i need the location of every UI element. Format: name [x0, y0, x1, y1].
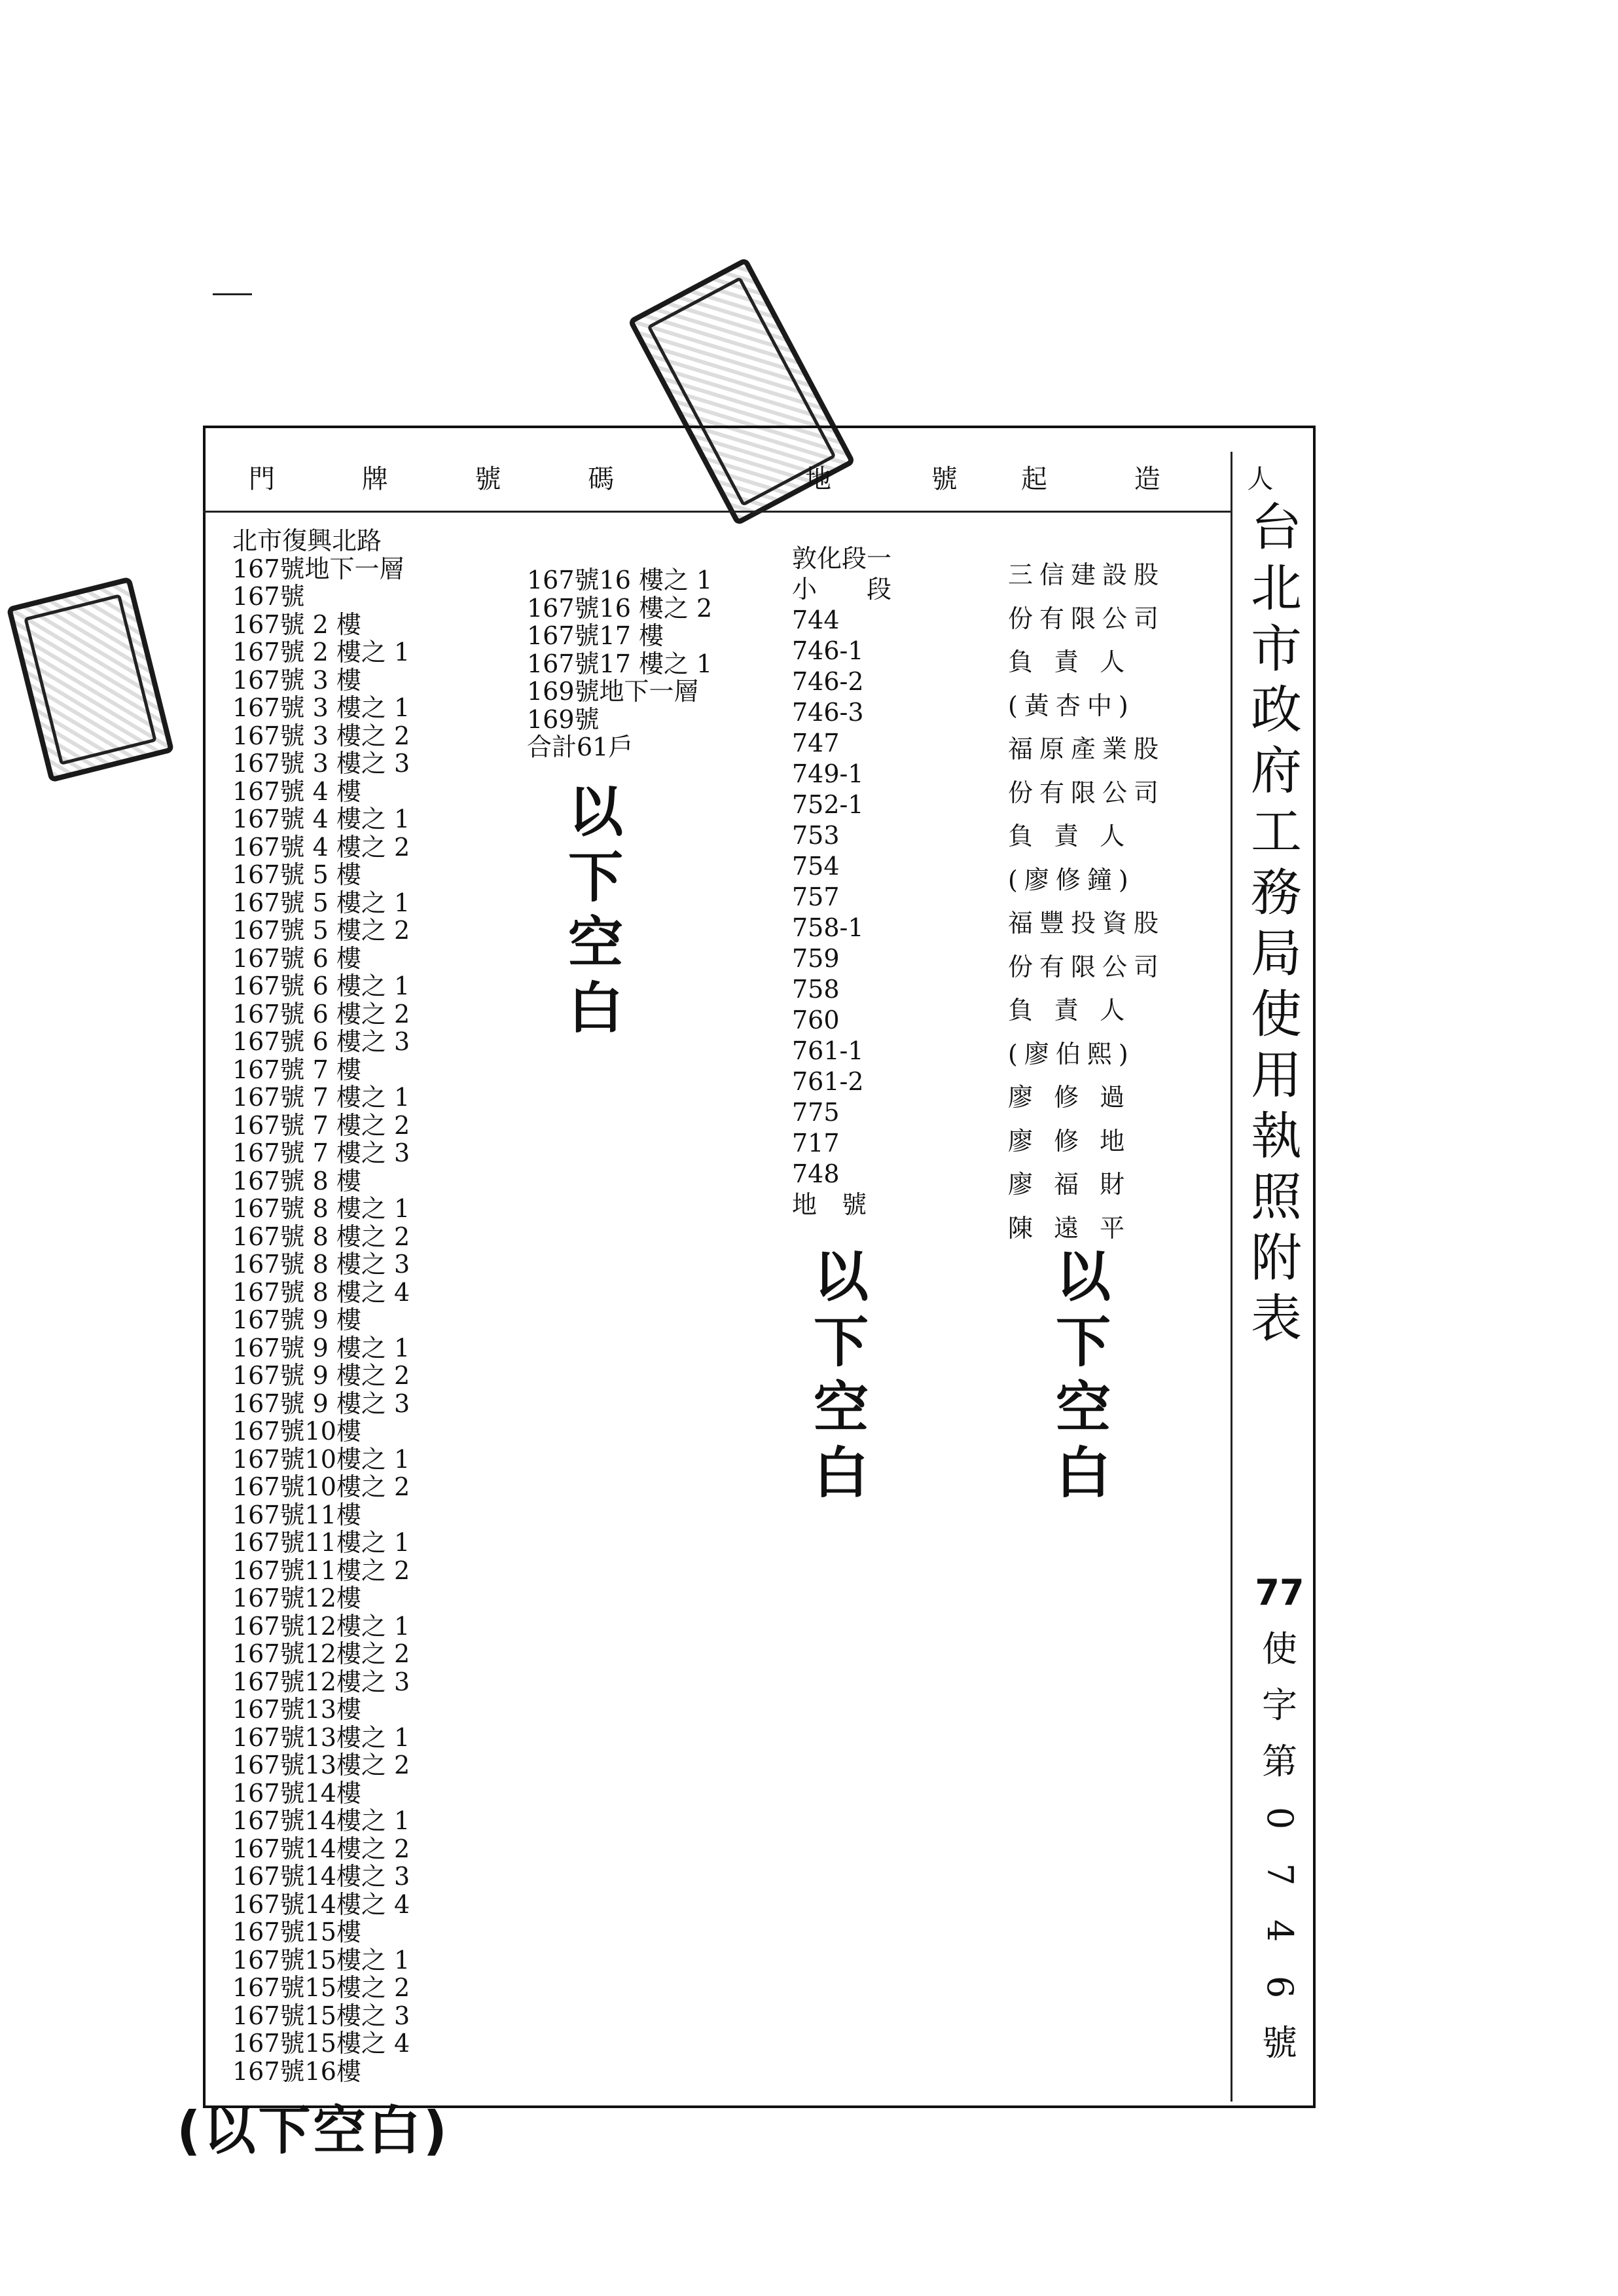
blank-char: 白: [813, 1441, 869, 1505]
address-row: 167號 2 樓之 1: [232, 638, 410, 666]
address-row: 167號 9 樓之 3: [232, 1389, 410, 1418]
lot-row: 小 段: [792, 575, 892, 604]
address-row: 167號 7 樓之 2: [232, 1110, 410, 1140]
lot-row: 717: [792, 1129, 840, 1157]
builder-row: 負 責 人: [1008, 647, 1132, 676]
builder-row: 份有限公司: [1008, 778, 1166, 807]
title-char: 附: [1250, 1229, 1302, 1288]
address-row: 167號16樓: [232, 2056, 361, 2086]
address-row: 167號14樓之 2: [232, 1834, 410, 1863]
blank-char: 下: [1055, 1310, 1111, 1374]
doc-digit-4: 6: [1259, 1975, 1301, 1999]
doc-digit-2: 7: [1259, 1863, 1301, 1886]
address-row: 167號10樓之 1: [232, 1444, 410, 1474]
address-row: 167號 6 樓之 3: [232, 1027, 410, 1056]
title-char: 台: [1250, 498, 1302, 557]
address-row: 167號13樓之 1: [232, 1722, 410, 1752]
lot-row: 746-3: [792, 698, 864, 727]
builder-row: 負 責 人: [1008, 822, 1132, 850]
header-builder: 起 造 人: [1021, 464, 1313, 494]
blank-mark-lots: [805, 1244, 877, 1506]
document-title: [1247, 498, 1306, 1350]
blank-char: 以: [813, 1245, 869, 1309]
address-row: 167號 2 樓: [232, 610, 361, 639]
header-address: 門 牌 號 碼: [249, 464, 654, 494]
builder-row: 廖 修 過: [1008, 1083, 1132, 1112]
blank-mark-addresses: (以下空白): [177, 2100, 450, 2161]
address-row: 167號 4 樓之 1: [232, 805, 410, 833]
blank-char: 下: [813, 1310, 869, 1374]
builder-row: (廖伯熙): [1008, 1039, 1135, 1068]
title-char: 用: [1250, 1046, 1302, 1105]
address-row: 167號 5 樓之 1: [232, 888, 410, 917]
address-row: 167號 6 樓之 2: [232, 999, 410, 1029]
address-row: 167號11樓之 2: [232, 1556, 410, 1585]
header-divider: [203, 511, 1231, 513]
address-row: 167號 7 樓之 3: [232, 1139, 410, 1167]
lot-row: 749-1: [792, 759, 864, 788]
address-row: 167號14樓之 1: [232, 1806, 410, 1835]
document-number: [1250, 1565, 1309, 2071]
title-char: 政: [1250, 681, 1302, 740]
builder-row: 福豐投資股: [1008, 909, 1166, 938]
blank-mark-builders: [1047, 1244, 1119, 1506]
address-row: 167號 7 樓之 1: [232, 1083, 410, 1112]
address-row: 167號 5 樓之 2: [232, 916, 410, 945]
address-row: 167號11樓之 1: [232, 1528, 410, 1557]
lot-row: 757: [792, 883, 840, 911]
address-row: 167號 9 樓之 1: [232, 1333, 410, 1362]
title-char: 府: [1250, 742, 1302, 801]
doc-prefix-3: 第: [1262, 1741, 1297, 1782]
address-row: 167號14樓之 4: [232, 1889, 410, 1919]
address-row: 167號15樓之 2: [232, 1973, 410, 2002]
stray-mark: [213, 293, 252, 295]
lot-row: 775: [792, 1098, 840, 1127]
builder-row: 份有限公司: [1008, 952, 1166, 981]
address-row: 北市復興北路: [232, 526, 382, 555]
address-row: 167號15樓之 4: [232, 2029, 410, 2058]
address-row: 167號10樓: [232, 1417, 361, 1446]
address-row: 167號12樓之 1: [232, 1611, 410, 1641]
address-row: 167號 9 樓之 2: [232, 1361, 410, 1390]
builder-row: 陳 遠 平: [1008, 1213, 1132, 1243]
lot-row: 746-2: [792, 667, 864, 696]
address-row: 167號 6 樓之 1: [232, 972, 410, 1000]
blank-char: 白: [567, 976, 623, 1040]
address-row: 167號17 樓之 1: [527, 649, 713, 678]
title-char: 照: [1250, 1168, 1302, 1227]
official-seal-stamp-left: [7, 576, 175, 782]
lot-row: 761-2: [792, 1067, 864, 1096]
builder-row: 份有限公司: [1008, 604, 1166, 633]
address-row: 167號 8 樓: [232, 1166, 361, 1195]
address-row: 167號15樓: [232, 1918, 361, 1946]
title-char: 局: [1250, 924, 1302, 983]
lot-row: 752-1: [792, 790, 864, 819]
lot-row: 748: [792, 1159, 840, 1188]
address-row: 167號 8 樓之 2: [232, 1222, 410, 1251]
address-row: 167號: [232, 582, 305, 611]
doc-digit-3: 4: [1259, 1919, 1301, 1942]
address-row: 167號 3 樓: [232, 665, 361, 695]
address-row: 167號13樓之 2: [232, 1751, 410, 1779]
lot-row: 747: [792, 729, 840, 757]
doc-year: 77: [1255, 1572, 1304, 1613]
lot-row: 地 號: [792, 1190, 867, 1219]
lot-row: 758-1: [792, 913, 864, 942]
address-row: 167號17 樓: [527, 621, 664, 650]
blank-char: 以: [1055, 1245, 1111, 1309]
address-row: 169號地下一層: [527, 677, 699, 706]
address-row: 167號 4 樓: [232, 776, 361, 806]
address-row: 167號 8 樓之 3: [232, 1250, 410, 1279]
address-row: 167號 3 樓之 1: [232, 693, 410, 722]
address-row: 167號11樓: [232, 1500, 361, 1529]
lot-row: 敦化段一: [792, 544, 892, 573]
builder-row: 負 責 人: [1008, 996, 1132, 1025]
blank-char: 空: [567, 911, 623, 975]
title-divider: [1231, 452, 1232, 2102]
address-row: 167號 3 樓之 3: [232, 749, 410, 778]
address-row: 167號 3 樓之 2: [232, 721, 410, 750]
title-char: 務: [1250, 864, 1302, 922]
title-char: 工: [1250, 803, 1302, 862]
lot-row: 761-1: [792, 1036, 864, 1065]
lot-row: 753: [792, 821, 840, 850]
doc-prefix-1: 使: [1262, 1628, 1297, 1669]
builder-row: 廖 福 財: [1008, 1170, 1132, 1199]
address-row: 169號: [527, 704, 600, 734]
address-row: 167號12樓之 3: [232, 1667, 410, 1696]
blank-char: 空: [813, 1376, 869, 1440]
lot-row: 759: [792, 944, 840, 973]
title-char: 北: [1250, 559, 1302, 618]
address-row: 167號10樓之 2: [232, 1472, 410, 1501]
builder-row: 福原產業股: [1008, 735, 1166, 763]
address-row: 167號 5 樓: [232, 860, 361, 889]
lot-row: 754: [792, 852, 840, 881]
address-row: 167號 4 樓之 2: [232, 832, 410, 862]
lot-row: 760: [792, 1006, 840, 1034]
address-row: 167號15樓之 1: [232, 1945, 410, 1975]
address-row: 合計61戶: [527, 733, 634, 761]
title-char: 使: [1250, 985, 1302, 1044]
address-row: 167號地下一層: [232, 554, 404, 583]
title-char: 市: [1250, 620, 1302, 679]
builder-row: (黃杏中): [1008, 691, 1135, 720]
lot-row: 758: [792, 975, 840, 1004]
address-row: 167號13樓: [232, 1695, 361, 1724]
blank-char: 下: [567, 845, 623, 909]
address-list-2: [527, 566, 712, 761]
address-row: 167號14樓之 3: [232, 1862, 410, 1891]
lot-row: 744: [792, 606, 840, 634]
title-char: 執: [1250, 1107, 1302, 1166]
builder-list: [1008, 553, 1165, 1250]
blank-char: 白: [1055, 1441, 1111, 1505]
doc-suffix: 號: [1262, 2022, 1297, 2064]
header-lot: 地 號: [805, 464, 1003, 494]
address-row: 167號14樓: [232, 1778, 361, 1808]
address-row: 167號 8 樓之 1: [232, 1194, 410, 1223]
lot-number-list: [792, 543, 891, 1220]
builder-row: (廖修鐘): [1008, 865, 1135, 894]
blank-mark-total: [560, 779, 632, 1041]
doc-prefix-2: 字: [1262, 1685, 1297, 1726]
address-row: 167號 6 樓: [232, 943, 361, 973]
builder-row: 廖 修 地: [1008, 1126, 1132, 1156]
address-row: 167號15樓之 3: [232, 2001, 410, 2030]
address-row: 167號 7 樓: [232, 1055, 361, 1084]
address-row: 167號12樓: [232, 1584, 361, 1613]
address-row: 167號 9 樓: [232, 1305, 361, 1334]
builder-row: 三信建設股: [1008, 560, 1166, 589]
address-row: 167號 8 樓之 4: [232, 1277, 410, 1307]
address-row: 167號16 樓之 1: [527, 566, 713, 594]
address-row: 167號12樓之 2: [232, 1639, 410, 1668]
address-list-1: [232, 527, 410, 2085]
address-row: 167號16 樓之 2: [527, 593, 713, 623]
lot-row: 746-1: [792, 636, 864, 665]
blank-char: 以: [567, 780, 623, 844]
title-char: 表: [1250, 1290, 1302, 1349]
blank-char: 空: [1055, 1376, 1111, 1440]
doc-digit-1: 0: [1259, 1806, 1301, 1830]
